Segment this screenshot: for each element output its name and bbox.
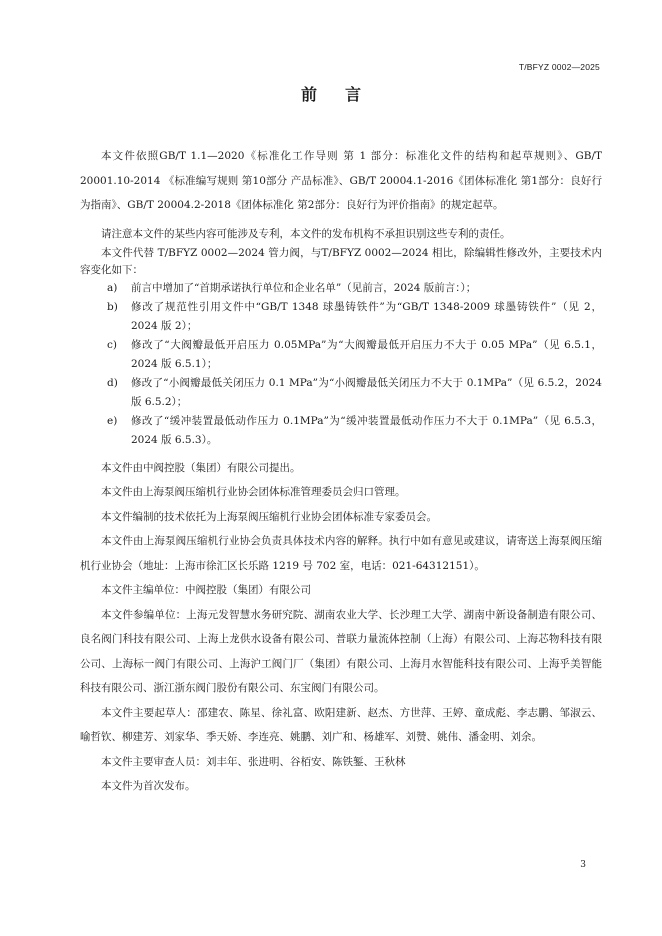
list-item-text: 修改了“大阀瓣最低开启压力 0.05MPa”为“大阀瓣最低开启压力不大于 0.05 MPa”（见 6.5.1，2024 版 6.5.1）； (131, 338, 602, 370)
paragraph-reviewers: 本文件主要审查人员：刘丰年、张进明、谷栢安、陈铁錾、王秋林 (101, 755, 406, 768)
paragraph-interpretation: 本文件由上海泵阀压缩机行业协会负责具体技术内容的解释。执行中如有意见或建议，请寄送上海泵阀压缩机行业协会（地址：上海市徐汇区长乐路 1219 号 702 室，电话：021-64312151）。 (80, 535, 602, 572)
list-item-text: 修改了“小阀瓣最低关闭压力 0.1 MPa”为“小阀瓣最低关闭压力不大于 0.1MPa”（见 6.5.2，2024 版 6.5.2）； (131, 376, 602, 408)
list-item-label: a) (107, 281, 118, 294)
list-item-label: d) (107, 376, 118, 389)
paragraph-replacement: 本文件代替 T/BFYZ 0002—2024 管力阀，与T/BFYZ 0002—2024 相比，除编辑性修改外，主要技术内容变化如下： (80, 246, 602, 276)
paragraph-patent-notice: 请注意本文件的某些内容可能涉及专利，本文件的发布机构不承担识别这些专利的责任。 (101, 227, 511, 240)
list-item-label: e) (107, 414, 118, 427)
paragraph-drafters: 本文件主要起草人：邵建农、陈星、徐礼富、欧阳建新、赵杰、方世萍、王婷、童成彪、李志鹏、邹淑云、喻哲钦、柳建芳、刘家华、季天娇、李连亮、姚鹏、刘广和、杨雄军、刘赞、姚伟、潘金明、刘余。 (80, 706, 602, 743)
list-item-label: c) (107, 338, 117, 351)
list-item (80, 374, 602, 412)
page-number: 3 (580, 860, 586, 870)
page-title: 前言 (300, 85, 389, 104)
list-item (80, 279, 602, 298)
list-item-text: 修改了“缓冲装置最低动作压力 0.1MPa”为“缓冲装置最低动作压力不大于 0.1MPa”（见 6.5.3，2024 版 6.5.3）。 (131, 414, 602, 446)
paragraph-technical-support: 本文件编制的技术依托为上海泵阀压缩机行业协会团体标准专家委员会。 (101, 510, 437, 523)
list-item (80, 412, 602, 450)
list-item-text: 修改了规范性引用文件中“GB/T 1348 球墨铸铁件”为“GB/T 1348-2009 球墨铸铁件”（见 2，2024 版 2）； (131, 300, 602, 332)
list-item-text: 前言中增加了“首期承诺执行单位和企业名单”（见前言，2024 版前言：）； (131, 281, 477, 294)
document-code: T/BFYZ 0002—2025 (518, 62, 600, 72)
paragraph-administration: 本文件由上海泵阀压缩机行业协会团体标准管理委员会归口管理。 (101, 486, 406, 498)
change-list (80, 279, 602, 450)
list-item (80, 336, 602, 374)
list-item (80, 298, 602, 336)
paragraph-first-release: 本文件为首次发布。 (101, 780, 196, 792)
paragraph-chief-editor: 本文件主编单位：中阀控股（集团）有限公司 (101, 584, 311, 596)
list-item-label: b) (107, 300, 118, 313)
paragraph-participants: 本文件参编单位：上海元发智慧水务研究院、湖南农业大学、长沙理工大学、湖南中新设备制造有限公司、良名阀门科技有限公司、上海上龙供水设备有限公司、普联力量流体控制（上海）有限公司、上海芯物科技有限公司、上海标一阀门有限公司、上海沪工阀门厂（集团）有限公司、上海月水智能科技有限公司、上海乎美智能科技有限公司、浙江浙东阀门股份有限公司、东宝阀门有限公司。 (80, 608, 602, 694)
paragraph-proposer: 本文件由中阀控股（集团）有限公司提出。 (101, 461, 301, 474)
paragraph-drafting-basis: 本文件依照GB/T 1.1—2020《标准化工作导则 第 1 部分：标准化文件的结构和起草规则》、GB/T 20001.10-2014 《标准编写规则 第10部分 产品标准》、GB/T 20004.1-2016《团体标准化 第1部分：良好行为指南》、GB/T 20004.2-2018《团体标准化 第2部分：良好行为评价指南》的规定起草。 (80, 150, 602, 211)
document-body (80, 144, 602, 799)
